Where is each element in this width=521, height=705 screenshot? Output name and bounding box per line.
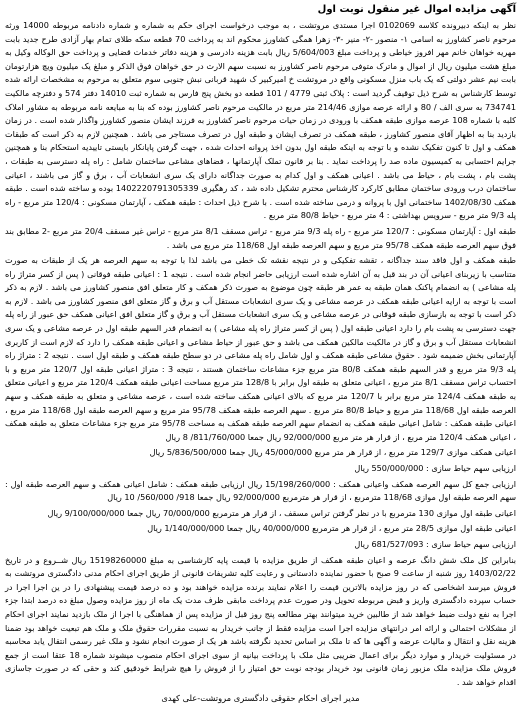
notice-title: آگهی مزایده اموال غیر منقول نوبت اول (317, 4, 516, 15)
notice-paragraph-7: اعیانی طبقه اول موازی 130 مترمربع با در نظر گرفتن تراس مسقف ، از قرار هر مترمربع 70/000/000 ریال جمعا 9/100/000/000 ریال (47, 507, 516, 518)
notice-paragraph-3: طبقه همکف و اول فاقد سند جداگانه ، تقشه تفکیکی و در نتیجه نقشه تک خطی می باشد لذا با توجه به سهم العرصه هر یک از طبقات به صورت متناسب با زیربنای اعیانی آن در بند قبل به آن اشاره شده است ارزیابی حاضر انجام شده است . نتیجه 1 : اعیانی طبقه فوقانی ( پس از کسر متراژ راه پله مشاعی ) به انضمام پاکنک همان طبقه به عمر هر طبقه چون موضوع به صورت ذکر همکف و کار متعلق افق منصور کشاورز می باشد . لازم به ذکر است با توجه به ارایه اعیانی طبقه همکف در عرصه مشاعی و یک سری انشعابات مستقل آب و برق و گاز متعلق افق منصور کشاورز می باشد . لازم به ذکر است با توجه به بازسازی طبقه فوقانی در عرصه مشاعی و یک سری انشعابات مستقل آب و برق و گاز متعلق افق اعیانی همکف حق عبور از راه پله جهت دسترسی به پشت بام را دارد اعیانی طبقه اول ( پس از کسر متراژ راه پله مشاعی ) به انضمام قدر السهم طبقه اول در عرصه مشاعی و یک سری انشعابات مستقل آب و برق و گاز در مالکیت مالکین همکف می باشد و حق عبور از حیاط مشاعی و اعیانی طبقه همکف را دارد که لازم است از کاربری آپارتمانی بخش ضمیمه شود . حقوق مشاعی طبقه همکف و اول شامل راه پله مشاعی در دو سطح طبقه همکف و طبقه اول است . نتیجه 2 : متراژ راه پله 9/3 متر مربع و قدر السهم طبقه همکف 80/8 متر مربع جزء مشاعات ساختمان هستند ، نتیجه 3 : متراژ اعیانی طبقه اول 120/7 متر مربع و با احتساب تراس مسقف 8/1 متر مربع ، اعیانی متعلق به طبقه اول برابر با 128/8 متر مربع مساحت اعیانی طبقه همکف 120/4 متر مربع و اعیانی متعلق به طبقه همکف 124/4 متر مربع برابر با 120/7 متر مربع که بالای اعیانی همکف ساخته شده است ، عرصه مشاعی و متعلق به طبقه همکف و سهم العرصه طبقه اول 118/68 متر مربع و حیاط 80/8 متر مربع . سهم العرصه طبقه همکف 95/78 متر مربع و سهم العرصه طبقه اول 118/68 متر مربع ، اعیانی طبقه همکف : شامل اعیانی طبقه همکف به انضمام سهم العرصه طبقه همکف به مساحت 95/78 متر مربع جزء مشاعات متعلق به طبقه همکف ، اعیانی همکف 120/4 متر مربع ، از قرار هر متر مربع 92/000/000 ریال جمعا 811/760/000/ 8 ریال (5, 255, 517, 442)
notice-paragraph-4: اعیانی همکف موازی 129/7 متر مربع ، از قرار هر متر مربع 45/000/000 ریال جمعا 5/836/500/000 ریال (149, 447, 516, 458)
notice-signature: مدیر اجرای احکام حقوقی دادگستری مروتشت-علی کهدی (161, 692, 360, 703)
notice-paragraph-10: بنابراین کل ملک شش دانگ عرصه و اعیان طبقه همکف از طریق مزایده با قیمت پایه کارشناسی به مبلغ 15198260000 ریال شــروع و در تاریخ 1403/02/22 روز شنبه از ساعت 9 صبح با حضور نماینده دادستانی و رعایت کلیه تشریفات قانونی از طریق اجرای احکام مدنی دادگستری مروتشت به فروش میرسد اشخاصی که در روز مزایده بالاترین قیمت را اعلام نمایند برنده مزایده خواهند بود و ده درصد قیمت پیشنهادی را در ین اجرا اجرا در حساب سپرده دادگستری واریز و قبض مربوطه تحویل ودر صورت عدم پرداخت مابقی ظرف مدت یک ماه از روز مزایده وصول مبلغ ده درصد ابتدا جزء اجرا به نفع دولت ضبط خواهد شد از طالبین خرید میتوانند بهتر مطالعه پنج روز قبل از مزایده پس از هماهنگی با اجرا از ملک بازدید نمایند اجرای احکام از مشکلات احتمالی و ارائه امر درانتهای مزایده اجرا است مزایده فقط از جانب خریدار به نسبت مقررات حقوق ملک و ملک هم تبعیت خواهد بود ضمنا هزینه نقل و انتقال و مالیات عرضه و آگهی ها که تا ملک بر اساس تحدید نگرفته باشد هر یک از صورت انجام نشود و ملک غیر رسمی انتقال یابد محاسبه در مسئولیت خریدار و موارد دیگر برای اعمال ضریبی مثل ملک با پرداخت بیانیه از سوی اجرای احکام منصوب میشوند شماره 18 عتقا است از جمع فروش ملک مزایده ملک مزبور زمان قانونی بود خریدار بودجه نوبت حق امتیاز را از فروش را هیچ شرایط خودقیق کند و حقی که در صورت جاسازی اقدام خواهد شد . (5, 554, 516, 687)
notice-paragraph-5: ارزیابی سهم حیاط سازی : 550/000/000 ریال (354, 463, 516, 473)
notice-paragraph-2: طبقه اول : آپارتمان مسکونی : 120/7 متر مربع - راه پله 9/3 متر مربع - تراس مسقف 8/1 متر مربع - تراس غیر مسقف 20/4 متر مربع -2 مطابق بند فوق سهم العرصه طبقه همکف 95/78 متر مربع و سهم العرصه طبقه اول 118/68 متر مربع می باشد . (5, 225, 516, 250)
notice-paragraph-1: نظر به اینکه دبیرونده کلاسه 0102069 اجرا مستدی مروتشت ، به موجب درخواست اجرای حکم به شماره و شماره دادنامه مربوطه 14000 ورثه مرحوم ناصر کشاورز به اسامی ۱- منصور -۲- منیر -۳- زهرا همگی کشاورز محکوم اند به پرداخت 70 قطعه سکه طلای تمام بهار آزادی طرح جدید بابت مهریه خواهان خانم مهر افروز خیاطی و پرداخت مبلغ 5/604/003 ریال بابت هزینه دادرسی و هزینه دفاتر خدمات قضایی و پرداخت حق الوکاله وکیل به مبلغ هشت میلیون ریال از اموال و ماترک متوفی مرحوم ناصر کشاورز به نسبت سهم الارث در حق خواهان فوق الذکر و مبلغ یک میلیون ویچ هزارتومان بابت نیم عشر دولتی که یک باب منزل مسکونی واقع در مروتشت خ امیرکبیر ک شهید قربانی نبش جنوبی سوم متعلق به مرحوم به مشخصات ارائه شده توسط کارشناس به شرح ذیل توقیف گردید است : پلاک ثبتی 4779 / 101 قطعه دو بخش پنج فارس به شماره ثبت 14010 دفتر 574 و دفترچه مالکیت 734741 به سری الف / 80 و ارائه عرصه موازی 214/46 متر مربع در مالکیت مرحوم ناصر کشاورز بوده که بنا به مبایعه نامه مربوطه به مشاور املاک کلبه با شماره 108 عرصه موازی طبقه همکف با ورودی در زمان حیات مرحوم ناصر کشاورز به فرزند ایشان منصور کشاورز واگذار شده است . در زمان بازدید بنا به اظهار آقای منصور کشاورز ، طبقه همکف در تصرف ایشان و طبقه اول در تصرف مستاجر می باشد . همچنین لازم به ذکر است که طبقات همکف و اول تا کنون تفکیک نشده و با توجه به اینکه طبقه اول بدون اخذ پروانه احداث شده ، جهت گرفتن پایانکار بایستی تاییدیه استحکام بنا و همچنین جرایم احتسابی به کمیسیون ماده صد را پرداخت نماید . بنا بر قانون تملک آپارتمانها ، فضاهای مشاعی ساختمان شامل : راه پله دسترسی به طبقات ، پشت بام ، پشت بام ، حیاط می باشد . اعیانی همکف و اول کدام به صورت جداگانه دارای یک سری انشعابات آب ، برق و گاز می باشند ، اعیانی ساختمان درب ورودی ساختمان مطابق کارکرد کارشناس محترم تشکیل داده شد ، کد رهگیری 1402220791305339 بوده و ساخته شده است . طبقه همکف 1402/08/30 ساختمانی اول با پروانه و درمی ساخته شده است . با شرح ذیل احداث : طبقه همکف ، آپارتمان مسکونی : 120/4 متر مربع - راه پله 9/3 متر مربع - سرویس بهداشتی : 4 متر مربع - حیاط 80/8 متر مربع . (5, 20, 517, 221)
notice-paragraph-8: اعیانی طبقه اول موازی 28/5 متر مربع ، از قرار هر مترمربع 40/000/000 ریال جمعا 1/140/000/000 ریال (147, 523, 516, 534)
notice-paragraph-9: ارزیابی سهم حیاط سازی : 681/527/093 ریال (354, 538, 516, 549)
notice-paragraph-6: ارزیابی جمع کل سهم العرصه همکف واعیانی همکف : 15/198/260/000 ریال ارزیابی طبقه همکف : شامل اعیانی همکف و سهم العرصه طبقه اول : سهم العرصه طبقه اول موازی 118/68 مترمربع ، از قرار هر مترمربع 92/000/000 ریال جمعا 918/ 560/000/ 10 ریال (5, 478, 516, 503)
